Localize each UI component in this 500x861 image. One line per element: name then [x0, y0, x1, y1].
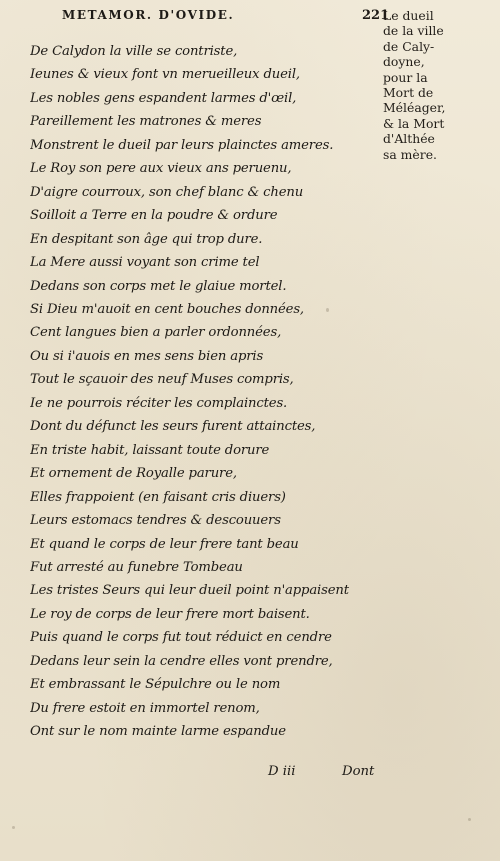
verse-line: Ie ne pourrois réciter les complainctes.: [30, 395, 288, 411]
verse-line: Et embrassant le Sépulchre ou le nom: [30, 677, 281, 693]
verse-line: Ont sur le nom mainte larme espandue: [30, 724, 286, 740]
verse-line: Ou si i'auois en mes sens bien apris: [30, 348, 264, 364]
verse-block: [30, 40, 386, 744]
marginal-note-line: sa mère.: [383, 146, 437, 162]
marginal-note-line: Mort de: [383, 85, 434, 101]
verse-line: Et ornement de Royalle parure,: [30, 466, 237, 482]
verse-line: Cent langues bien a parler ordonnées,: [30, 325, 282, 341]
marginal-note-line: de la ville: [383, 23, 444, 39]
verse-line: Leurs estomacs tendres & descouuers: [30, 513, 281, 529]
running-title: METAMOR. D'OVIDE.: [62, 8, 235, 22]
verse-line: En triste habit, laissant toute dorure: [30, 442, 270, 458]
marginal-note-line: Le dueil: [383, 8, 434, 23]
verse-line: En despitant son âge qui trop dure.: [30, 231, 263, 247]
signature-mark: D iii: [268, 764, 296, 779]
marginal-note-line: & la Mort: [383, 115, 445, 131]
verse-line: Ieunes & vieux font vn merueilleux dueil,: [30, 67, 300, 83]
verse-line: Dedans leur sein la cendre elles vont prendre,: [30, 653, 333, 669]
catchword: Dont: [342, 764, 375, 779]
verse-line: Les tristes Seurs qui leur dueil point n'appaisent: [30, 583, 349, 599]
verse-line: D'aigre courroux, son chef blanc & chenu: [30, 184, 304, 200]
verse-line: Puis quand le corps fut tout réduict en cendre: [30, 630, 332, 646]
verse-line: Fut arresté au funebre Tombeau: [30, 559, 243, 575]
page-footer: [30, 764, 386, 786]
verse-line: Tout le sçauoir des neuf Muses compris,: [30, 372, 294, 388]
verse-line: De Calydon la ville se contriste,: [30, 44, 238, 59]
verse-line: Pareillement les matrones & meres: [30, 114, 262, 130]
folio-number: 221: [362, 8, 390, 23]
verse-line: Le roy de corps de leur frere mort baisent.: [30, 606, 310, 622]
marginal-note-line: doyne,: [383, 54, 425, 70]
verse-line: La Mere aussi voyant son crime tel: [30, 255, 260, 271]
marginal-note-line: pour la: [383, 69, 428, 85]
marginal-note-line: d'Althée: [383, 131, 435, 147]
marginal-note-line: Méléager,: [383, 100, 446, 116]
verse-line: Dedans son corps met le glaiue mortel.: [30, 278, 287, 294]
verse-line: Soilloit a Terre en la poudre & ordure: [30, 208, 278, 224]
paper-speck: [326, 308, 329, 312]
paper-speck: [468, 818, 471, 821]
verse-line: Elles frappoient (en faisant cris diuers): [30, 489, 286, 505]
verse-line: Du frere estoit en immortel renom,: [30, 700, 260, 716]
verse-line: Le Roy son pere aux vieux ans peruenu,: [30, 161, 292, 177]
verse-line: Dont du défunct les seurs furent attainctes,: [30, 419, 316, 435]
verse-line: Les nobles gens espandent larmes d'œil,: [30, 90, 297, 106]
verse-line: Monstrent le dueil par leurs plainctes ameres.: [30, 137, 334, 153]
marginal-note: [383, 8, 495, 162]
marginal-note-line: de Caly-: [383, 38, 435, 54]
verse-line: Si Dieu m'auoit en cent bouches données,: [30, 301, 304, 317]
paper-speck: [12, 826, 15, 829]
verse-line: Et quand le corps de leur frere tant beau: [30, 536, 299, 552]
